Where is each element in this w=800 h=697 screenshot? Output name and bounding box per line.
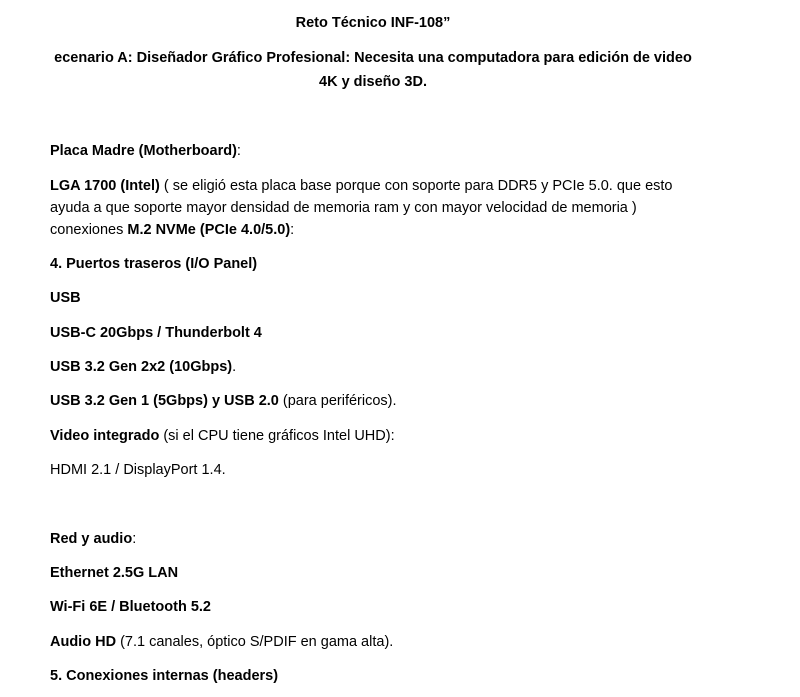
motherboard-heading bbox=[50, 140, 241, 162]
red-audio-heading bbox=[50, 528, 136, 550]
m2-bold: M.2 NVMe (PCIe 4.0/5.0) bbox=[127, 222, 291, 238]
lga-text: ( se eligió esta placa base porque con soporte para DDR5 y PCIe 5.0. que esto ayuda a que soporte mayor densidad de memoria ram y con mayor velocidad de memoria ) conexiones bbox=[50, 178, 673, 238]
usb32-gen2x2-bold: USB 3.2 Gen 2x2 (10Gbps) bbox=[50, 359, 233, 375]
scenario-line-1: ecenario A: Diseñador Gráfico Profesional: Necesita una computadora para edición de video bbox=[54, 50, 692, 66]
usbc-line: USB-C 20Gbps / Thunderbolt 4 bbox=[50, 325, 262, 341]
internal-heading: 5. Conexiones internas (headers) bbox=[50, 668, 279, 684]
audio-line bbox=[50, 631, 393, 653]
usb32-gen2x2-line bbox=[50, 356, 236, 378]
ethernet-line: Ethernet 2.5G LAN bbox=[50, 565, 179, 581]
motherboard-heading-text: Placa Madre (Motherboard) bbox=[50, 143, 237, 159]
audio-bold: Audio HD bbox=[50, 634, 117, 650]
usb32-gen1-line bbox=[50, 390, 397, 412]
usb32-gen1-text: (para periféricos). bbox=[278, 393, 397, 409]
m2-suffix: : bbox=[290, 222, 295, 238]
video-bold: Video integrado bbox=[50, 428, 160, 444]
hdmi-line: HDMI 2.1 / DisplayPort 1.4. bbox=[50, 462, 226, 478]
lga-bold: LGA 1700 (Intel) bbox=[50, 178, 160, 194]
usb-label: USB bbox=[50, 290, 81, 306]
colon: : bbox=[132, 531, 137, 547]
usb32-gen1-bold: USB 3.2 Gen 1 (5Gbps) y USB 2.0 bbox=[50, 393, 279, 409]
period: . bbox=[232, 359, 237, 375]
scenario-line-2: 4K y diseño 3D. bbox=[319, 74, 427, 90]
lga-paragraph bbox=[50, 175, 710, 241]
wifi-line: Wi-Fi 6E / Bluetooth 5.2 bbox=[50, 599, 211, 615]
io-heading: 4. Puertos traseros (I/O Panel) bbox=[50, 256, 258, 272]
audio-text: (7.1 canales, óptico S/PDIF en gama alta). bbox=[116, 634, 394, 650]
red-audio-heading-text: Red y audio bbox=[50, 531, 133, 547]
video-line bbox=[50, 425, 395, 447]
video-text: (si el CPU tiene gráficos Intel UHD): bbox=[159, 428, 395, 444]
colon: : bbox=[236, 143, 241, 159]
document-title: Reto Técnico INF-108” bbox=[295, 15, 451, 31]
